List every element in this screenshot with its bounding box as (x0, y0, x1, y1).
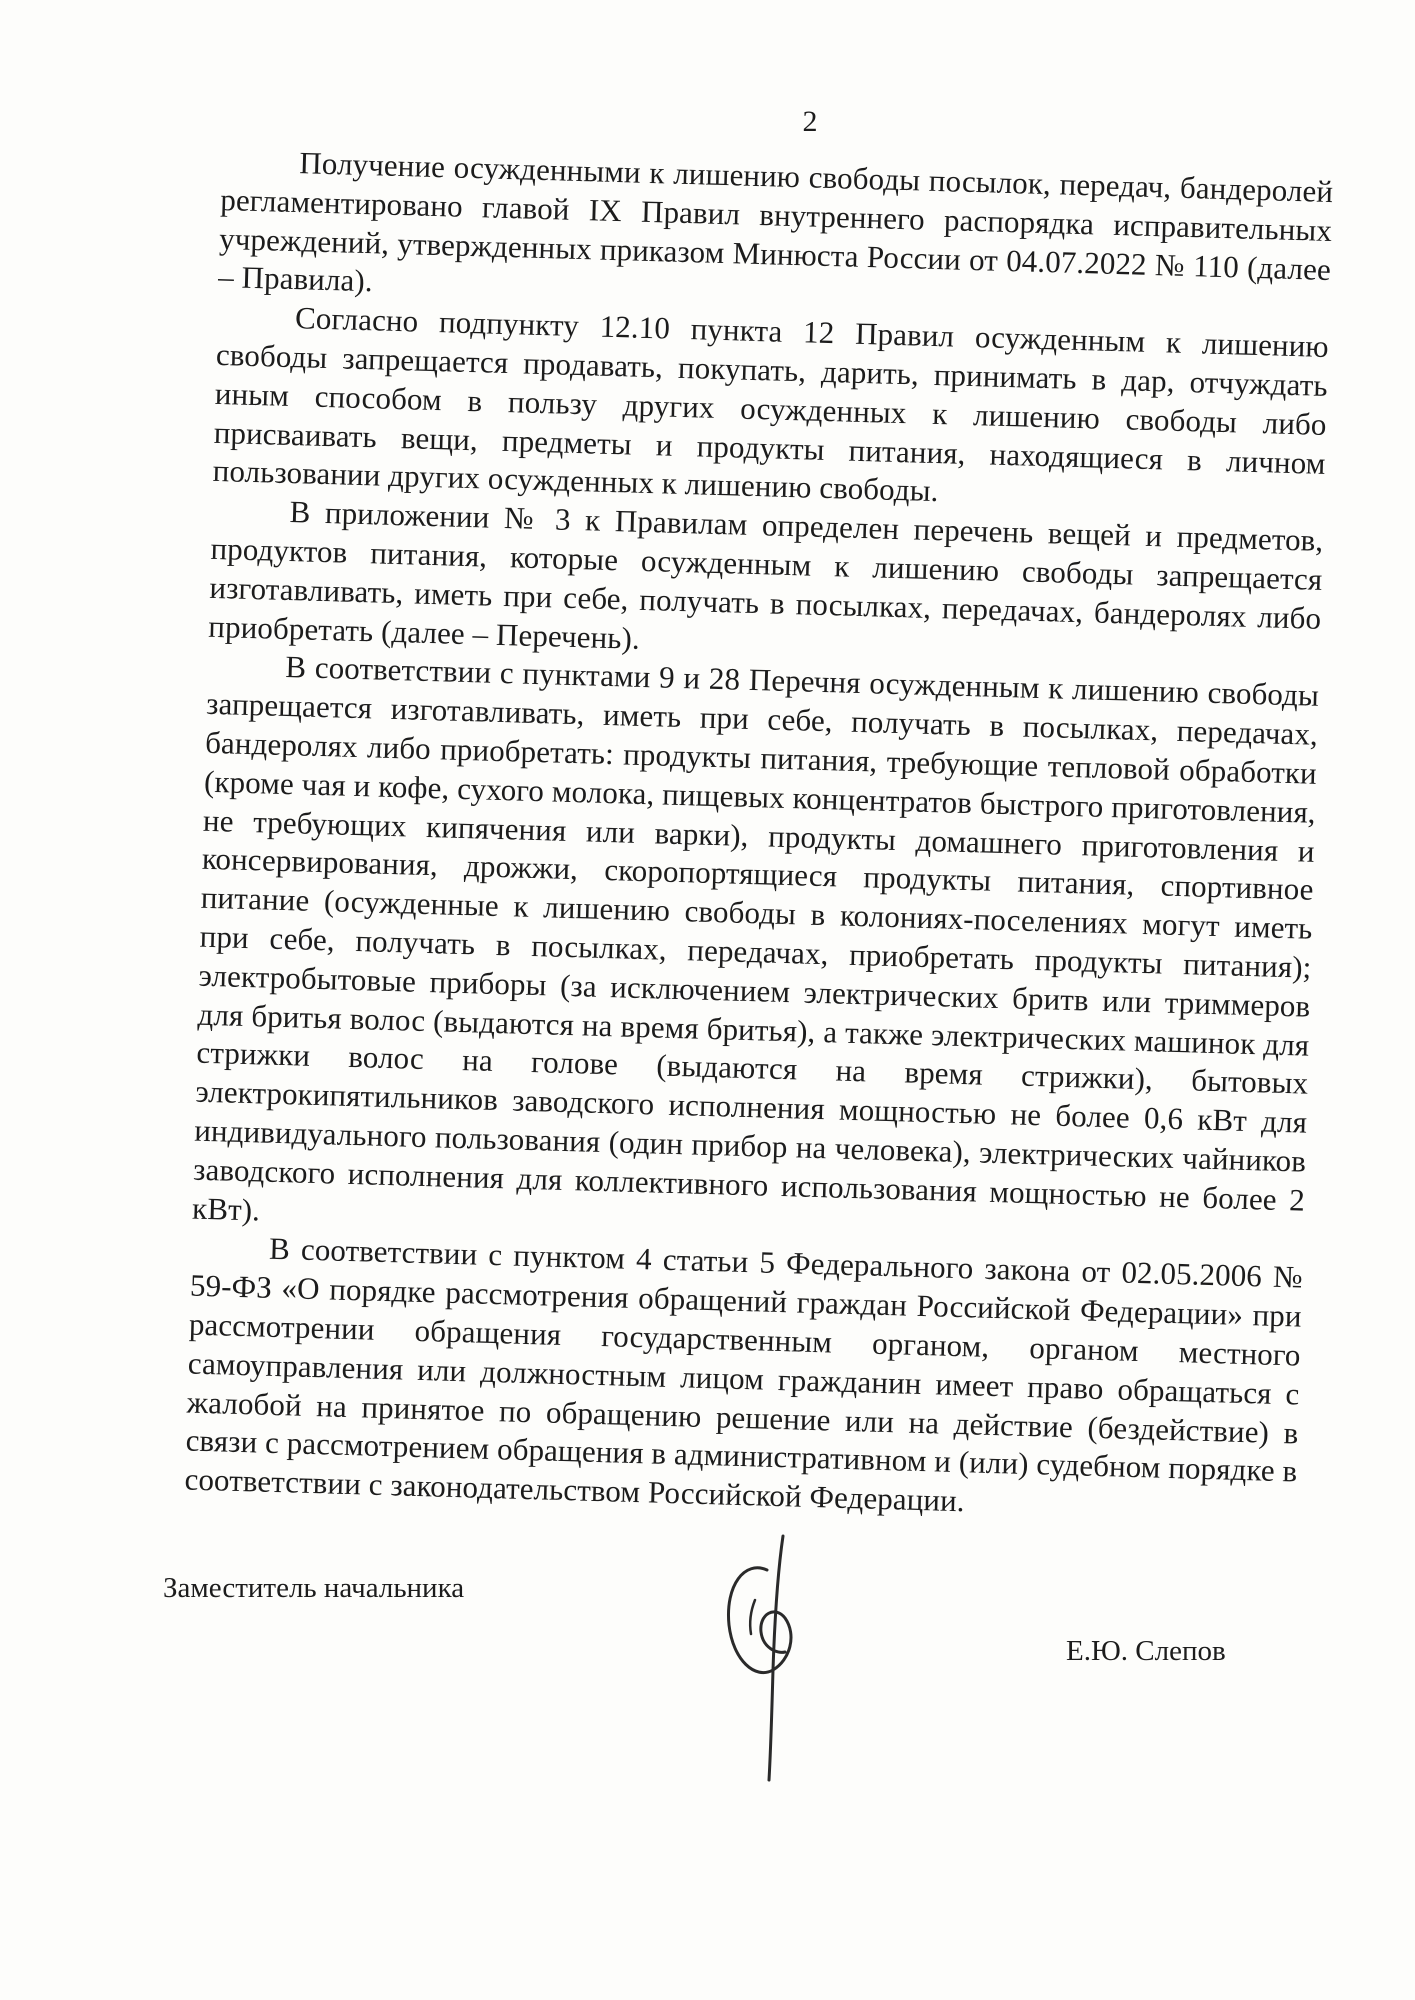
paragraph-trade-prohibition: Согласно подпункту 12.10 пункта 12 Правил осужденным к лишению свободы запрещается продавать, покупать, дарить, принимать в дар, отчуждать иным способом в пользу других осужденных к лишению свободы либо присваивать вещи, предметы и продукты питания, находящиеся в личном пользовании других осужденных к лишению свободы. (212, 300, 1330, 509)
signer-title: Заместитель начальника (163, 1572, 465, 1604)
signer-name: Е.Ю. Слепов (1066, 1635, 1226, 1667)
paragraph-list-items: В соответствии с пунктами 9 и 28 Перечня осужденным к лишению свободы запрещается изготавливать, иметь при себе, получать в посылках, передачах, бандеролях либо приобретать: продукты питания, требующие тепловой обработки (кроме чая и кофе, сухого молока, пищевых концентратов быстрого приготовления, не требующих кипячения или варки), продукты домашнего приготовления и консервирования, дрожжи, скоропортящиеся продукты питания, спортивное питание (осужденные к лишению свободы в колониях-поселениях могут иметь при себе, получать в посылках, передачах, приобретать продукты питания); электробытовые приборы (за исключением электрических бритв или триммеров для бритья волос (выдаются на время бритья), а также электрических машинок для стрижки волос на голове (выдаются на время стрижки), бытовых электрокипятильников заводского исполнения мощностью не более 0,6 кВт для индивидуального пользования (один прибор на человека), электрических чайников заводского исполнения для коллективного использования мощностью не более 2 кВт). (191, 649, 1320, 1227)
letter-body (184, 142, 1333, 1530)
paragraph-prohibited-list: В приложении № 3 к Правилам определен перечень вещей и предметов, продуктов питания, которые осужденным к лишению свободы запрещается изготавливать, иметь при себе, получать в посылках, передачах, бандеролях либо приобретать (далее – Перечень). (207, 494, 1324, 656)
paragraph-appeal-right: В соответствии с пунктом 4 статьи 5 Федерального закона от 02.05.2006 № 59-ФЗ «О порядке рассмотрения обращений граждан Российской Федерации» при рассмотрении обращения государственным органом, органом местного самоуправления или должностным лицом гражданин имеет право обращаться с жалобой на принятое по обращению решение или на действие (бездействие) в связи с рассмотрением обращения в административном и (или) судебном порядке в соответствии с законодательством Российской Федерации. (184, 1231, 1304, 1519)
handwritten-signature (715, 1530, 810, 1790)
page-number: 2 (802, 105, 818, 138)
paragraph-parcels-regulation: Получение осужденными к лишению свободы посылок, передач, бандеролей регламентировано главой IX Правил внутреннего распорядка исправительных учреждений, утвержденных приказом Минюста России от 04.07.2022 № 110 (далее – Правила). (217, 145, 1334, 299)
